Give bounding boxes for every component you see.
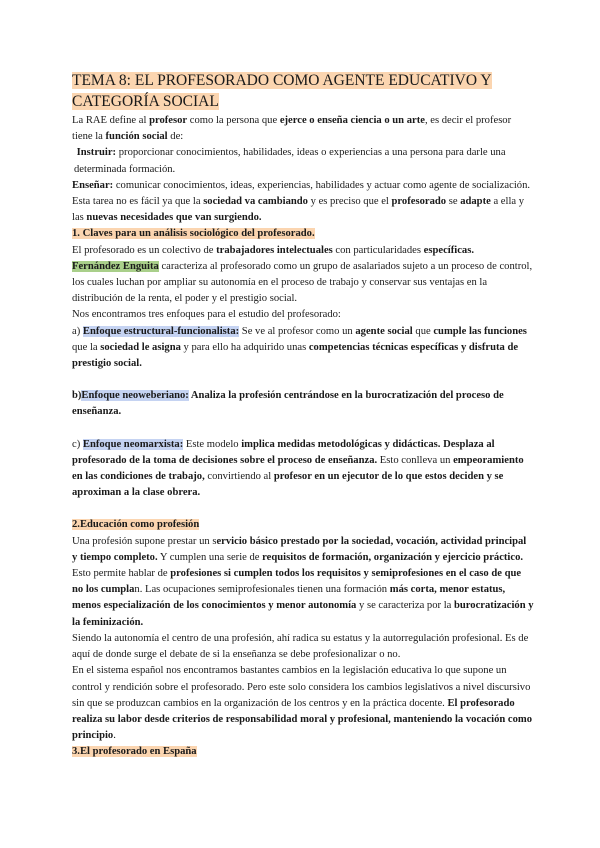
autonomy-paragraph: Siendo la autonomía el centro de una profesión, ahí radica su estatus y la autorregulación profesional. Es de aquí de donde surge el debate de si la enseñanza se debe profesionalizar o no.: [72, 632, 529, 661]
instruir-paragraph: Instruir: proporcionar conocimientos, habilidades, ideas o experiencias a una persona para darle una determinada formación.: [74, 147, 506, 175]
approach-c-label: Enfoque neomarxista:: [82, 438, 184, 450]
intro-paragraph: La RAE define al profesor como la persona que ejerce o enseña ciencia o un arte, es decir el profesor tiene la función social de:: [72, 115, 512, 143]
approach-a: a) Enfoque estructural-funcionalista: Se ve al profesor como un agente social que cumple las funciones que la sociedad le asigna y para ello ha adquirido unas competencias técnicas específicas y disfruta de prestigio social.: [72, 325, 527, 370]
section-heading-2: 2.Educación como profesión: [72, 519, 200, 531]
document-title: [72, 70, 534, 112]
spanish-system-paragraph: En el sistema español nos encontramos bastantes cambios en la legislación educativa lo que supone un control y rendición sobre el profesorado. Pero este solo considera los cambios legislativos a nivel discursivo sin que se produzcan cambios en la organización de los centros y en la práctica docente. El profesorado realiza su labor desde criterios de responsabilidad moral y profesional, manteniendo la vocación como principio.: [72, 665, 533, 742]
approach-c: c) Enfoque neomarxista: Este modelo implica medidas metodológicas y didácticas. Desplaza al profesorado de la toma de decisiones sobre el proceso de enseñanza. Esto conlleva un empeoramiento en las condiciones de trabajo, convirtiendo al profesor en un ejecutor de lo que estos deciden y se aproximan a la clase obrera.: [72, 438, 524, 499]
ensenar-paragraph: Enseñar: comunicar conocimientos, ideas, experiencias, habilidades y actuar como agente de socialización.: [72, 179, 531, 191]
semiprofession-paragraph: Esto permite hablar de profesiones si cumplen todos los requisitos y semiprofesiones en el caso de que no los cumplan. Las ocupaciones semiprofesionales tienen una formación más corta, menor estatus, menos especialización de los conocimientos y menor autonomía y se caracteriza por la burocratización y la feminización.: [72, 568, 534, 628]
author-highlight: Fernández Enguita: [72, 260, 159, 272]
section-heading-3: 3.El profesorado en España: [72, 746, 197, 758]
collective-paragraph: El profesorado es un colectivo de trabajadores intelectuales con particularidades específicas.: [72, 244, 474, 256]
profession-paragraph: Una profesión supone prestar un servicio básico prestado por la sociedad, vocación, actividad principal y tiempo completo. Y cumplen una serie de requisitos de formación, organización y ejercicio práctico.: [72, 535, 527, 563]
title-line-1: TEMA 8: EL PROFESORADO COMO AGENTE EDUCATIVO Y: [72, 72, 492, 89]
adaptation-paragraph: Esta tarea no es fácil ya que la sociedad va cambiando y es preciso que el profesorado se adapte a ella y las nuevas necesidades que van surgiendo.: [72, 196, 525, 224]
title-line-2: CATEGORÍA SOCIAL: [72, 93, 219, 110]
document-page: [72, 70, 534, 761]
approach-b-label: Enfoque neoweberiano:: [81, 390, 189, 402]
enguita-paragraph: Fernández Enguita caracteriza al profesorado como un grupo de asalariados sujeto a un proceso de control, los cuales luchan por ampliar su autonomía en el proceso de trabajo y conservar sus ventajas en la distribución de la renta, el poder y el prestigio social.: [72, 260, 533, 305]
approach-a-label: Enfoque estructural-funcionalista:: [82, 325, 240, 337]
approach-b: b)Enfoque neoweberiano: Analiza la profesión centrándose en la burocratización del proceso de enseñanza.: [72, 390, 504, 418]
approaches-intro: Nos encontramos tres enfoques para el estudio del profesorado:: [72, 309, 341, 321]
section-heading-1: 1. Claves para un análisis sociológico del profesorado.: [72, 228, 315, 240]
